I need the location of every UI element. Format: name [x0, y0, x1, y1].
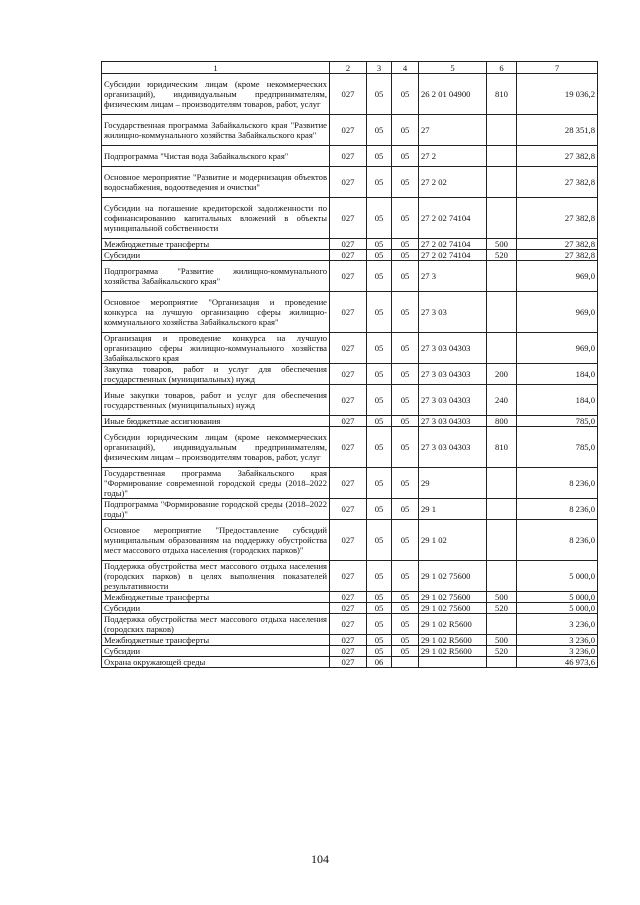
row-target-cell: 29 1 [419, 499, 487, 520]
row-amount-cell: 19 036,2 [517, 74, 598, 115]
row-amount-cell: 27 382,8 [517, 239, 598, 250]
row-target-cell: 27 3 03 04303 [419, 385, 487, 416]
row-name-cell: Подпрограмма "Чистая вода Забайкальского края" [102, 146, 330, 167]
table-row [102, 592, 598, 603]
row-name-cell: Основное мероприятие "Развитие и модернизация объектов водоснабжения, водоотведения и очистки" [102, 167, 330, 198]
header-col-2: 2 [330, 62, 367, 74]
table-row [102, 561, 598, 592]
header-col-4: 4 [392, 62, 419, 74]
row-name-cell: Поддержка обустройства мест массового отдыха населения (городских парков) в целях выполнения показателей результативности [102, 561, 330, 592]
row-amount-cell: 3 236,0 [517, 614, 598, 635]
row-expense-type-cell: 200 [487, 364, 517, 385]
row-section-cell: 05 [367, 261, 392, 292]
row-expense-type-cell [487, 468, 517, 499]
row-subsection-cell: 05 [392, 561, 419, 592]
row-name-cell: Закупка товаров, работ и услуг для обеспечения государственных (муниципальных) нужд [102, 364, 330, 385]
row-code-cell: 027 [330, 657, 367, 668]
table-row [102, 167, 598, 198]
table-row [102, 261, 598, 292]
row-expense-type-cell [487, 561, 517, 592]
row-subsection-cell [392, 657, 419, 668]
row-section-cell: 05 [367, 520, 392, 561]
row-subsection-cell: 05 [392, 614, 419, 635]
table-row [102, 468, 598, 499]
row-target-cell: 27 3 03 04303 [419, 333, 487, 364]
row-target-cell: 27 3 03 04303 [419, 364, 487, 385]
table-row [102, 427, 598, 468]
row-section-cell: 05 [367, 592, 392, 603]
row-target-cell: 29 1 02 75600 [419, 603, 487, 614]
table-row [102, 239, 598, 250]
row-amount-cell: 3 236,0 [517, 646, 598, 657]
row-code-cell: 027 [330, 427, 367, 468]
row-code-cell: 027 [330, 239, 367, 250]
page-number: 104 [311, 852, 329, 866]
row-target-cell: 29 1 02 75600 [419, 592, 487, 603]
row-name-cell: Подпрограмма "Развитие жилищно-коммунального хозяйства Забайкальского края" [102, 261, 330, 292]
table-row [102, 635, 598, 646]
row-name-cell: Охрана окружающей среды [102, 657, 330, 668]
row-section-cell: 05 [367, 74, 392, 115]
row-subsection-cell: 05 [392, 146, 419, 167]
row-section-cell: 05 [367, 167, 392, 198]
header-row [102, 62, 598, 74]
row-subsection-cell: 05 [392, 261, 419, 292]
row-amount-cell: 3 236,0 [517, 635, 598, 646]
header-col-6: 6 [487, 62, 517, 74]
row-expense-type-cell [487, 115, 517, 146]
row-amount-cell: 785,0 [517, 416, 598, 427]
row-name-cell: Иные бюджетные ассигнования [102, 416, 330, 427]
row-target-cell: 27 2 02 74104 [419, 250, 487, 261]
row-section-cell: 05 [367, 198, 392, 239]
row-name-cell: Межбюджетные трансферты [102, 592, 330, 603]
table-body [102, 74, 598, 668]
row-subsection-cell: 05 [392, 646, 419, 657]
row-subsection-cell: 05 [392, 250, 419, 261]
row-amount-cell: 28 351,8 [517, 115, 598, 146]
row-target-cell: 27 3 03 [419, 292, 487, 333]
row-amount-cell: 27 382,8 [517, 250, 598, 261]
row-section-cell: 05 [367, 416, 392, 427]
budget-table [101, 61, 598, 668]
row-code-cell: 027 [330, 198, 367, 239]
row-amount-cell: 27 382,8 [517, 198, 598, 239]
table-header [102, 62, 598, 74]
row-target-cell: 29 1 02 R5600 [419, 646, 487, 657]
row-name-cell: Субсидии юридическим лицам (кроме некоммерческих организаций), индивидуальным предпринимателям, физическим лицам – производителям товаров, работ, услуг [102, 427, 330, 468]
row-code-cell: 027 [330, 646, 367, 657]
row-expense-type-cell: 810 [487, 74, 517, 115]
row-amount-cell: 184,0 [517, 385, 598, 416]
row-name-cell: Основное мероприятие "Предоставление субсидий муниципальным образованиям на поддержку обустройства мест массового отдыха населения (городских парков)" [102, 520, 330, 561]
row-subsection-cell: 05 [392, 603, 419, 614]
header-col-3: 3 [367, 62, 392, 74]
row-name-cell: Государственная программа Забайкальского края "Развитие жилищно-коммунального хозяйства Забайкальского края" [102, 115, 330, 146]
row-target-cell: 27 [419, 115, 487, 146]
row-section-cell: 05 [367, 427, 392, 468]
row-subsection-cell: 05 [392, 592, 419, 603]
table-row [102, 603, 598, 614]
row-subsection-cell: 05 [392, 635, 419, 646]
row-section-cell: 05 [367, 146, 392, 167]
row-expense-type-cell [487, 167, 517, 198]
table-row [102, 198, 598, 239]
row-target-cell: 27 3 03 04303 [419, 416, 487, 427]
row-code-cell: 027 [330, 115, 367, 146]
row-target-cell: 29 [419, 468, 487, 499]
table-row [102, 646, 598, 657]
table-row [102, 499, 598, 520]
row-name-cell: Межбюджетные трансферты [102, 635, 330, 646]
row-subsection-cell: 05 [392, 239, 419, 250]
row-amount-cell: 8 236,0 [517, 499, 598, 520]
row-code-cell: 027 [330, 74, 367, 115]
row-amount-cell: 184,0 [517, 364, 598, 385]
header-col-7: 7 [517, 62, 598, 74]
row-code-cell: 027 [330, 292, 367, 333]
row-name-cell: Субсидии юридическим лицам (кроме некоммерческих организаций), индивидуальным предпринимателям, физическим лицам – производителям товаров, работ, услуг [102, 74, 330, 115]
row-section-cell: 05 [367, 239, 392, 250]
row-target-cell: 27 2 02 74104 [419, 198, 487, 239]
row-name-cell: Государственная программа Забайкальского края "Формирование современной городской среды (2018–2022 годы)" [102, 468, 330, 499]
table-row [102, 146, 598, 167]
row-amount-cell: 46 973,6 [517, 657, 598, 668]
row-section-cell: 05 [367, 333, 392, 364]
row-name-cell: Субсидии [102, 250, 330, 261]
row-code-cell: 027 [330, 635, 367, 646]
row-amount-cell: 785,0 [517, 427, 598, 468]
row-code-cell: 027 [330, 416, 367, 427]
row-section-cell: 05 [367, 292, 392, 333]
row-name-cell: Межбюджетные трансферты [102, 239, 330, 250]
row-section-cell: 05 [367, 614, 392, 635]
table-row [102, 74, 598, 115]
row-target-cell: 27 3 [419, 261, 487, 292]
row-code-cell: 027 [330, 333, 367, 364]
row-target-cell: 27 2 02 74104 [419, 239, 487, 250]
row-amount-cell: 27 382,8 [517, 146, 598, 167]
row-target-cell: 29 1 02 75600 [419, 561, 487, 592]
row-expense-type-cell: 240 [487, 385, 517, 416]
row-expense-type-cell [487, 292, 517, 333]
row-subsection-cell: 05 [392, 499, 419, 520]
row-code-cell: 027 [330, 603, 367, 614]
row-section-cell: 05 [367, 250, 392, 261]
row-subsection-cell: 05 [392, 74, 419, 115]
row-target-cell: 26 2 01 04900 [419, 74, 487, 115]
row-expense-type-cell [487, 657, 517, 668]
row-code-cell: 027 [330, 592, 367, 603]
row-code-cell: 027 [330, 167, 367, 198]
row-code-cell: 027 [330, 520, 367, 561]
row-subsection-cell: 05 [392, 468, 419, 499]
row-amount-cell: 8 236,0 [517, 520, 598, 561]
row-code-cell: 027 [330, 261, 367, 292]
row-name-cell: Субсидии [102, 603, 330, 614]
row-code-cell: 027 [330, 499, 367, 520]
table-row [102, 520, 598, 561]
row-amount-cell: 5 000,0 [517, 603, 598, 614]
row-subsection-cell: 05 [392, 385, 419, 416]
row-subsection-cell: 05 [392, 364, 419, 385]
row-code-cell: 027 [330, 146, 367, 167]
row-section-cell: 05 [367, 646, 392, 657]
row-expense-type-cell: 500 [487, 239, 517, 250]
table-row [102, 292, 598, 333]
row-subsection-cell: 05 [392, 520, 419, 561]
row-expense-type-cell [487, 333, 517, 364]
row-name-cell: Организация и проведение конкурса на лучшую организацию сферы жилищно-коммунального хозяйства Забайкальского края [102, 333, 330, 364]
row-code-cell: 027 [330, 250, 367, 261]
row-section-cell: 05 [367, 561, 392, 592]
row-section-cell: 05 [367, 499, 392, 520]
row-subsection-cell: 05 [392, 167, 419, 198]
row-subsection-cell: 05 [392, 198, 419, 239]
row-expense-type-cell [487, 261, 517, 292]
row-name-cell: Субсидии [102, 646, 330, 657]
row-name-cell: Основное мероприятие "Организация и проведение конкурса на лучшую организацию сферы жилищно-коммунального хозяйства Забайкальского края" [102, 292, 330, 333]
table-row [102, 364, 598, 385]
row-expense-type-cell: 520 [487, 603, 517, 614]
row-expense-type-cell: 800 [487, 416, 517, 427]
row-section-cell: 05 [367, 635, 392, 646]
row-expense-type-cell [487, 198, 517, 239]
row-code-cell: 027 [330, 614, 367, 635]
row-name-cell: Иные закупки товаров, работ и услуг для обеспечения государственных (муниципальных) нужд [102, 385, 330, 416]
row-expense-type-cell [487, 499, 517, 520]
row-section-cell: 05 [367, 468, 392, 499]
row-target-cell: 29 1 02 R5600 [419, 635, 487, 646]
row-target-cell: 27 2 02 [419, 167, 487, 198]
header-col-1: 1 [102, 62, 330, 74]
row-expense-type-cell: 520 [487, 646, 517, 657]
row-code-cell: 027 [330, 364, 367, 385]
row-section-cell: 06 [367, 657, 392, 668]
row-amount-cell: 969,0 [517, 261, 598, 292]
row-expense-type-cell [487, 146, 517, 167]
table-row [102, 385, 598, 416]
row-subsection-cell: 05 [392, 416, 419, 427]
row-section-cell: 05 [367, 385, 392, 416]
row-expense-type-cell [487, 520, 517, 561]
row-section-cell: 05 [367, 603, 392, 614]
table-row [102, 416, 598, 427]
row-name-cell: Подпрограмма "Формирование городской среды (2018–2022 годы)" [102, 499, 330, 520]
row-amount-cell: 8 236,0 [517, 468, 598, 499]
row-subsection-cell: 05 [392, 292, 419, 333]
row-amount-cell: 5 000,0 [517, 561, 598, 592]
row-code-cell: 027 [330, 385, 367, 416]
row-amount-cell: 27 382,8 [517, 167, 598, 198]
header-col-5: 5 [419, 62, 487, 74]
row-target-cell: 29 1 02 R5600 [419, 614, 487, 635]
row-subsection-cell: 05 [392, 333, 419, 364]
row-code-cell: 027 [330, 561, 367, 592]
row-name-cell: Субсидии на погашение кредиторской задолженности по софинансированию капитальных вложений в объекты муниципальной собственности [102, 198, 330, 239]
table-row [102, 250, 598, 261]
row-expense-type-cell: 810 [487, 427, 517, 468]
row-subsection-cell: 05 [392, 427, 419, 468]
row-target-cell [419, 657, 487, 668]
row-expense-type-cell: 520 [487, 250, 517, 261]
row-target-cell: 27 3 03 04303 [419, 427, 487, 468]
table-row [102, 657, 598, 668]
row-subsection-cell: 05 [392, 115, 419, 146]
row-expense-type-cell [487, 614, 517, 635]
row-section-cell: 05 [367, 115, 392, 146]
table-row [102, 614, 598, 635]
row-code-cell: 027 [330, 468, 367, 499]
row-target-cell: 29 1 02 [419, 520, 487, 561]
row-section-cell: 05 [367, 364, 392, 385]
row-name-cell: Поддержка обустройства мест массового отдыха населения (городских парков) [102, 614, 330, 635]
row-expense-type-cell: 500 [487, 635, 517, 646]
table-row [102, 333, 598, 364]
row-amount-cell: 969,0 [517, 292, 598, 333]
table-row [102, 115, 598, 146]
row-target-cell: 27 2 [419, 146, 487, 167]
row-amount-cell: 969,0 [517, 333, 598, 364]
row-amount-cell: 5 000,0 [517, 592, 598, 603]
row-expense-type-cell: 500 [487, 592, 517, 603]
